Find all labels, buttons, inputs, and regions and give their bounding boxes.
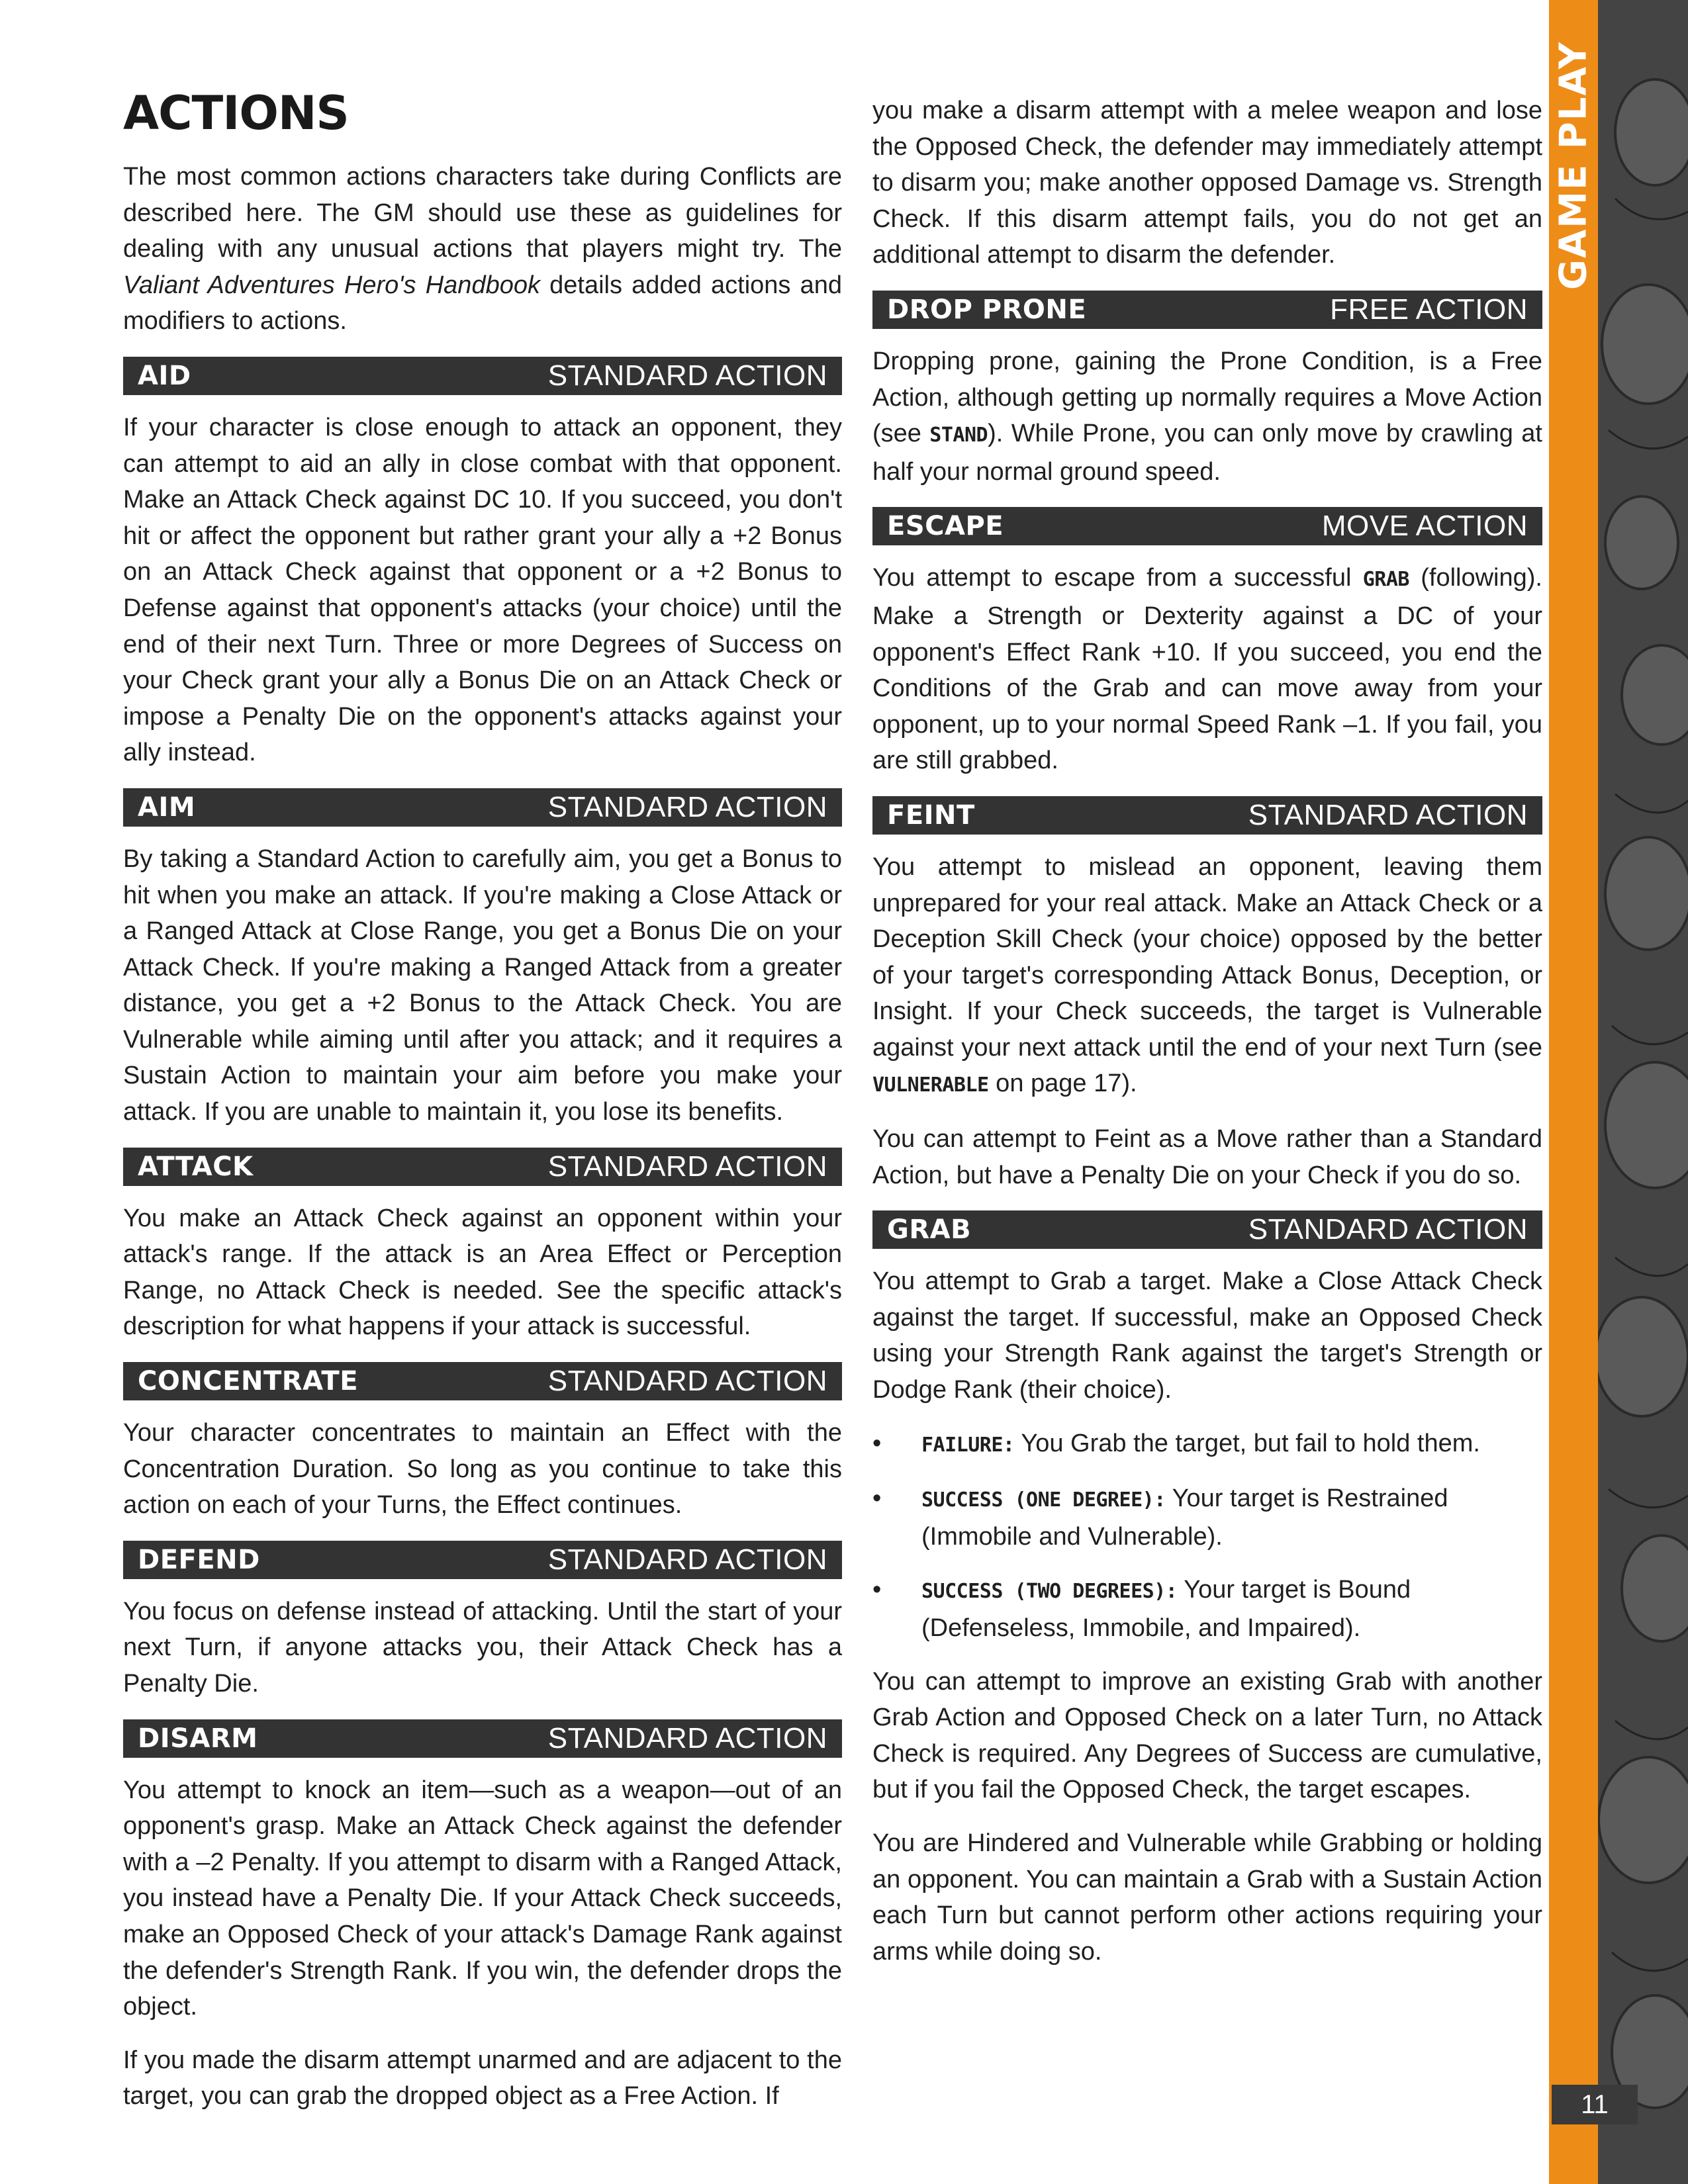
- action-header: [123, 357, 842, 395]
- list-item: • FAILURE: You Grab the target, but fail to hold them.: [872, 1429, 1480, 1457]
- action-name: FEINT: [887, 799, 975, 831]
- action-name: CONCENTRATE: [138, 1366, 359, 1397]
- action-type: STANDARD ACTION: [547, 790, 827, 823]
- action-description: By taking a Standard Action to carefully aim, you get a Bonus to hit when you make an attack. If you're making a Close Attack or a Ranged Attack at Close Range, you get a Bonus Die on your Attack Check. If you're making a Ranged Attack from a greater distance, you get a +2 Bonus to the Attack Check. You are Vulnerable while aiming until after you attack; and it requires a Sustain Action to maintain your aim before you make your attack. If you are unable to maintain it, you lose its benefits.: [123, 844, 842, 1126]
- action-name: AIM: [138, 792, 196, 823]
- left-column: [123, 159, 842, 2132]
- action-name: DISARM: [138, 1723, 258, 1754]
- page-number: 11: [1552, 2085, 1638, 2124]
- action-attack: [123, 1148, 842, 1345]
- action-header: [123, 788, 842, 827]
- action-type: MOVE ACTION: [1321, 510, 1528, 543]
- action-grab: [872, 1210, 1542, 1970]
- right-column: [872, 93, 1542, 1987]
- action-name: ATTACK: [138, 1151, 254, 1182]
- action-description-continued: You are Hindered and Vulnerable while Grabbing or holding an opponent. You can maintain a Grab with a Sustain Action each Turn but cannot perform other actions requiring your arms while doing so.: [872, 1829, 1542, 1966]
- list-item: • SUCCESS (ONE DEGREE): Your target is Restrained (Immobile and Vulnerable).: [872, 1484, 1448, 1551]
- action-description: You make an Attack Check against an opponent within your attack's range. If the attack is an Area Effect or Perception Range, no Attack Check is needed. See the specific attack's description for what happens if your attack is successful.: [123, 1204, 842, 1341]
- action-header: [123, 1148, 842, 1186]
- handbook-title: Valiant Adventures Hero's Handbook: [123, 271, 540, 299]
- action-description: You attempt to Grab a target. Make a Close Attack Check against the target. If successful, make an Opposed Check using your Strength Rank against the target's Strength or Dodge Rank (their choice).: [872, 1267, 1542, 1404]
- action-description-continued: You can attempt to Feint as a Move rather than a Standard Action, but have a Penalty Die on your Check if you do so.: [872, 1125, 1542, 1189]
- action-type: STANDARD ACTION: [547, 1365, 827, 1398]
- cross-reference: STAND: [929, 424, 988, 447]
- action-type: STANDARD ACTION: [547, 1721, 827, 1754]
- action-header: [872, 796, 1542, 835]
- cross-reference: GRAB: [1362, 568, 1409, 592]
- disarm-continued: you make a disarm attempt with a melee weapon and lose the Opposed Check, the defender may immediately attempt to disarm you; make another opposed Damage vs. Strength Check. If this disarm attempt fails, you do not get an additional attempt to disarm the defender.: [872, 97, 1542, 269]
- action-defend: [123, 1541, 842, 1702]
- intro-paragraph: The most common actions characters take during Conflicts are described here. The GM should use these as guidelines for dealing with any unusual actions that players might try. The Valiant Adventures Hero's Handbook details added actions and modifiers to actions.: [123, 163, 842, 336]
- action-aid: [123, 357, 842, 771]
- action-type: STANDARD ACTION: [547, 1543, 827, 1576]
- action-header: [872, 507, 1542, 545]
- action-name: ESCAPE: [887, 511, 1004, 542]
- page-title: ACTIONS: [123, 86, 349, 140]
- action-name: DEFEND: [138, 1544, 260, 1575]
- action-type: STANDARD ACTION: [1248, 798, 1528, 831]
- action-description: You attempt to mislead an opponent, leaving them unprepared for your real attack. Make an Attack Check or a Deception Skill Check (your choice) opposed by the better of your target's corresponding Attack Bonus, Deception, or Insight. If your Check succeeds, the target is Vulnerable against your next attack until the end of your next Turn (see VULNERABLE on page 17).: [872, 852, 1542, 1098]
- sidebar-accent-band: [1549, 0, 1598, 2184]
- action-name: DROP PRONE: [887, 294, 1087, 325]
- chapter-tab-label: GAME PLAY: [1552, 40, 1595, 291]
- action-description-continued: If you made the disarm attempt unarmed and are adjacent to the target, you can grab the dropped object as a Free Action. If: [123, 2046, 842, 2111]
- action-name: AID: [138, 360, 191, 391]
- action-description: You focus on defense instead of attacking. Until the start of your next Turn, if anyone attacks you, their Attack Check has a Penalty Die.: [123, 1597, 842, 1698]
- action-description: If your character is close enough to attack an opponent, they can attempt to aid an ally in close combat with that opponent. Make an Attack Check against DC 10. If you succeed, you don't hit or affect the opponent but rather grant your ally a +2 Bonus on an Attack Check against that opponent or a +2 Bonus to Defense against that opponent's attacks (your choice) until the end of their next Turn. Three or more Degrees of Success on your Check grant your ally a Bonus Die on an Attack Check or impose a Penalty Die on the opponent's attacks against your ally instead.: [123, 413, 842, 767]
- action-aim: [123, 788, 842, 1130]
- action-type: STANDARD ACTION: [1248, 1213, 1528, 1246]
- action-drop-prone: [872, 291, 1542, 490]
- action-concentrate: [123, 1362, 842, 1524]
- action-escape: [872, 507, 1542, 779]
- action-type: STANDARD ACTION: [547, 1150, 827, 1183]
- action-header: [872, 291, 1542, 329]
- action-name: GRAB: [887, 1214, 972, 1246]
- action-description: You attempt to knock an item—such as a weapon—out of an opponent's grasp. Make an Attack Check against the defender with a –2 Penalty. If you attempt to disarm with a Ranged Attack, you instead have a Penalty Die. If your Attack Check succeeds, make an Opposed Check of your attack's Damage Rank against the defender's Strength Rank. If you win, the defender drops the object.: [123, 1776, 842, 2021]
- action-description: Dropping prone, gaining the Prone Condition, is a Free Action, although getting up normally requires a Move Action (see STAND). While Prone, you can only move by crawling at half your normal ground speed.: [872, 347, 1542, 486]
- action-description: You attempt to escape from a successful GRAB (following). Make a Strength or Dexterity against a DC of your opponent's Effect Rank +10. If you succeed, you end the Conditions of the Grab and can move away from your opponent, up to your normal Speed Rank –1. If you fail, you are still grabbed.: [872, 564, 1542, 775]
- list-item: • SUCCESS (TWO DEGREES): Your target is Bound (Defenseless, Immobile, and Impaired).: [872, 1576, 1411, 1642]
- action-header: [123, 1541, 842, 1579]
- action-description: Your character concentrates to maintain an Effect with the Concentration Duration. So long as you continue to take this action on each of your Turns, the Effect continues.: [123, 1419, 842, 1520]
- action-feint: [872, 796, 1542, 1193]
- grab-results-list: [872, 1426, 1542, 1647]
- action-header: [123, 1719, 842, 1758]
- action-type: FREE ACTION: [1330, 293, 1528, 326]
- action-disarm: [123, 1719, 842, 2115]
- action-header: [123, 1362, 842, 1400]
- cross-reference: VULNERABLE: [872, 1073, 989, 1097]
- action-header: [872, 1210, 1542, 1249]
- action-description-continued: You can attempt to improve an existing Grab with another Grab Action and Opposed Check on a later Turn, no Attack Check is required. Any Degrees of Success are cumulative, but if you fail the Opposed Check, the target escapes.: [872, 1667, 1542, 1804]
- action-type: STANDARD ACTION: [547, 359, 827, 392]
